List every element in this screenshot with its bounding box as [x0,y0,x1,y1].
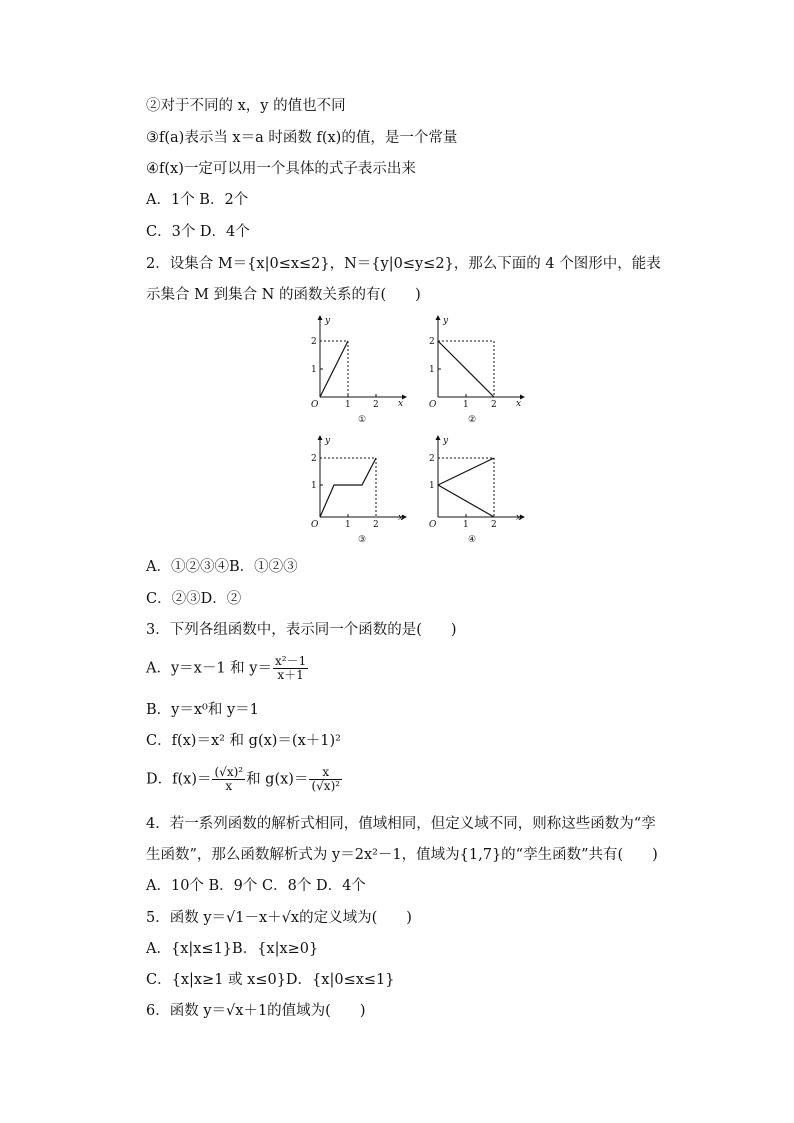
denominator: (√x)² [311,779,341,793]
graph-caption: ① [358,415,367,425]
denominator: x [225,779,233,793]
graph-caption: ② [468,415,477,425]
question-4: 4．若一系列函数的解析式相同，值域相同，但定义域不同，则称这些函数为“孪 [146,816,656,832]
option-text: A．y＝x－1 和 y＝ [146,660,272,677]
tick-label: 2 [311,337,317,347]
answer-options: A．1个 B．2个 [146,192,249,208]
graph-2 [418,312,528,427]
tick-label: 2 [311,454,317,464]
option-text: D．f(x)＝ [146,771,212,788]
tick-label: 2 [491,520,497,530]
tick-label: 2 [373,400,379,410]
graph-1 [300,312,410,427]
question-3: 3．下列各组函数中，表示同一个函数的是( ) [146,622,457,638]
text-line: ②对于不同的 x，y 的值也不同 [146,98,346,114]
fraction [309,766,342,793]
graph-caption: ③ [358,535,367,545]
axis-label-y: y [325,436,331,446]
answer-options: A．10个 B．9个 C．8个 D．4个 [146,878,366,894]
tick-label: 1 [429,365,435,375]
answer-options: C．{x|x≥1 或 x≤0}D．{x|0≤x≤1} [146,972,395,988]
graph-caption: ④ [468,535,477,545]
denominator: x＋1 [277,668,304,682]
question-5: 5．函数 y＝√1－x＋√x的定义域为( ) [146,910,412,926]
answer-options: A．{x|x≤1}B．{x|x≥0} [146,941,319,957]
question-2-cont: 示集合 M 到集合 N 的函数关系的有( ) [146,287,421,303]
tick-label: 1 [463,520,469,530]
axis-label-x: x [516,513,522,523]
origin-label: O [311,400,319,410]
option-3b: B．y＝x⁰和 y＝1 [146,702,259,718]
tick-label: 2 [429,337,435,347]
origin-label: O [429,520,437,530]
question-2: 2．设集合 M＝{x|0≤x≤2}，N＝{y|0≤y≤2}，那么下面的 4 个图形中，能表 [146,256,661,272]
numerator: x [309,766,342,780]
fraction [212,766,245,793]
tick-label: 1 [429,481,435,491]
origin-label: O [429,400,437,410]
option-3d [146,766,343,793]
option-text: 和 g(x)＝ [246,771,309,788]
numerator: (√x)² [214,765,244,779]
question-4-cont: 生函数”，那么函数解析式为 y＝2x²－1，值域为{1,7}的“孪生函数”共有( ) [146,847,658,863]
origin-label: O [311,520,319,530]
graph-4 [418,432,528,547]
fraction [273,655,308,682]
axis-label-y: y [325,316,331,326]
tick-label: 1 [311,365,317,375]
tick-label: 1 [345,520,351,530]
tick-label: 2 [491,400,497,410]
graph-3 [300,432,410,547]
axis-label-y: y [443,316,449,326]
axis-label-x: x [398,513,404,523]
numerator: x²－1 [274,654,307,668]
question-6: 6．函数 y＝√x＋1的值域为( ) [146,1003,366,1019]
answer-options: C．②③D．② [146,591,242,607]
tick-label: 1 [463,400,469,410]
text-line: ③f(a)表示当 x＝a 时函数 f(x)的值，是一个常量 [146,130,458,146]
tick-label: 1 [345,400,351,410]
option-3a [146,655,309,682]
tick-label: 2 [429,454,435,464]
option-3c: C．f(x)＝x² 和 g(x)＝(x＋1)² [146,733,341,749]
answer-options: A．①②③④B．①②③ [146,559,298,575]
text-line: ④f(x)一定可以用一个具体的式子表示出来 [146,161,416,177]
axis-label-y: y [443,436,449,446]
axis-label-x: x [516,399,522,409]
answer-options: C．3个 D．4个 [146,224,250,240]
axis-label-x: x [398,399,404,409]
tick-label: 2 [373,520,379,530]
tick-label: 1 [311,481,317,491]
